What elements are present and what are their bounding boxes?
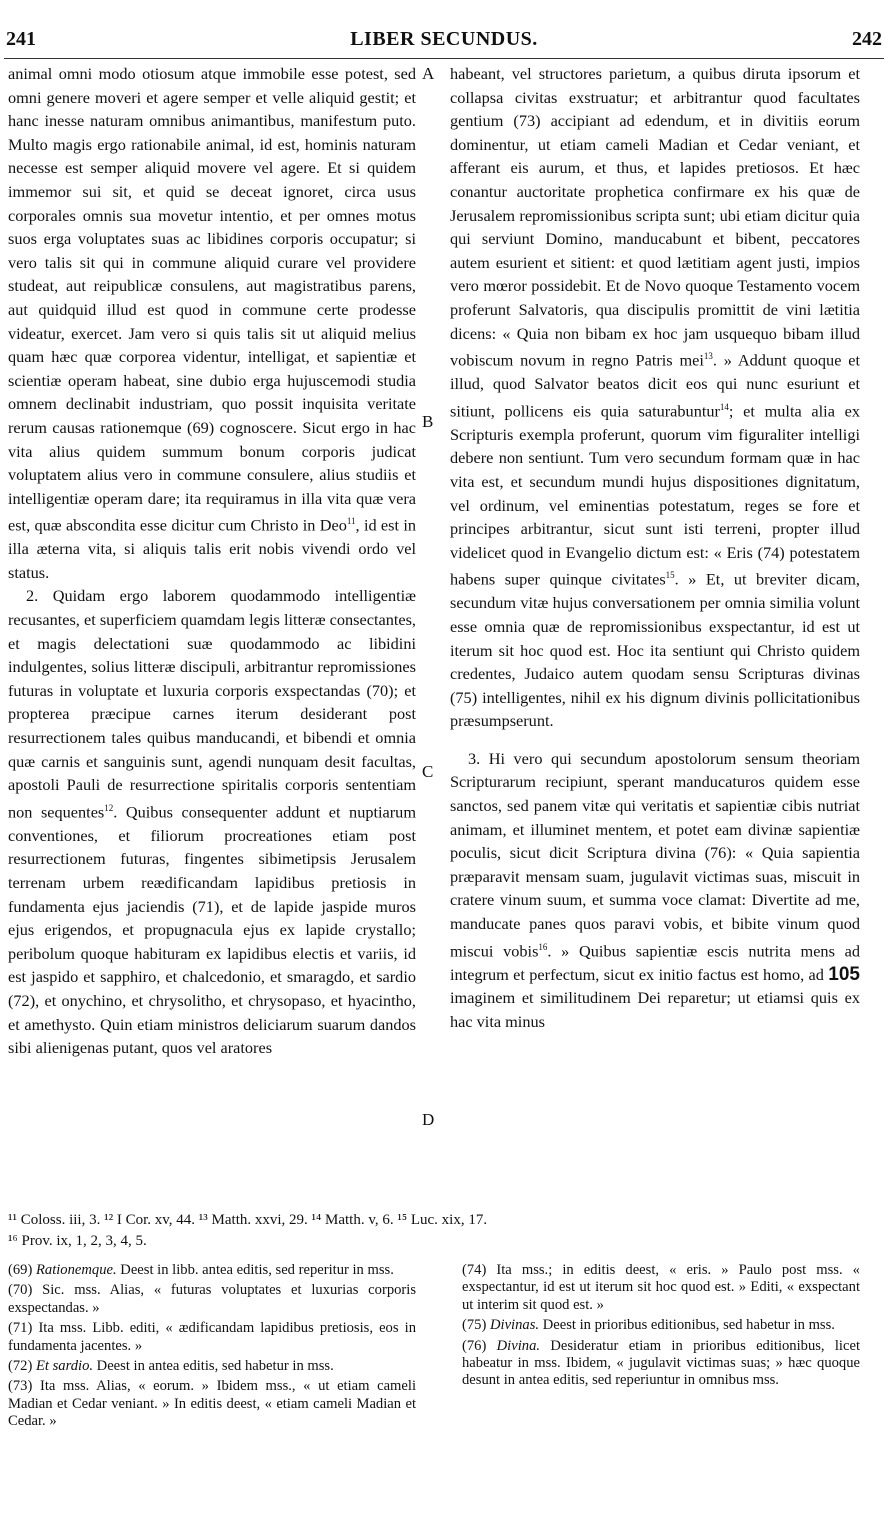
note-term: Divina. xyxy=(496,1337,541,1354)
margin-mark-a: A xyxy=(422,64,435,83)
note-71 xyxy=(8,1320,416,1355)
column-number-105: 105 xyxy=(828,963,860,985)
right-paragraph-2 xyxy=(450,747,860,1034)
note-number: (71) xyxy=(8,1320,33,1337)
editorial-notes-left xyxy=(8,1262,416,1434)
right-para1-end: . » Et, ut breviter dicam, secundum vitæ hujus conversationem per omnia similia volunt esse omnia quæ de repromissionibus exspectantur, id est ut iterum sit hoc quod est. Hoc ita sentiunt qui Christo quidem credentes, Judaico autem quodam sensu Scripturas divinas (75) intelligentes, nihil ex his dignum divinis pollicitationibus præsumpserunt. xyxy=(450,569,860,731)
footnote-ref: 12 xyxy=(104,802,114,813)
note-text: Ita mss. Alias, « eorum. » Ibidem mss., « ut etiam cameli Madian et Cedar veniant. » In editis deest, « etiam cameli Madian et Cedar. » xyxy=(8,1378,416,1430)
footnote-ref: 14 xyxy=(719,401,729,412)
right-column xyxy=(450,62,860,1033)
note-74 xyxy=(462,1262,860,1314)
note-number: (73) xyxy=(8,1378,33,1395)
footnote-ref: 11 xyxy=(346,516,356,527)
note-text: Sic. mss. Alias, « futuras voluptates et luxurias corporis exspectandas. » xyxy=(8,1282,417,1316)
running-header xyxy=(6,28,882,58)
note-number: (76) xyxy=(462,1337,487,1354)
note-text: Deest in antea editis, sed habetur in mss. xyxy=(93,1358,334,1375)
note-number: (74) xyxy=(462,1262,487,1278)
note-text: Deest in prioribus editionibus, sed habetur in mss. xyxy=(539,1317,835,1334)
footnote-ref: 15 xyxy=(665,570,675,581)
note-term: Rationemque. xyxy=(35,1262,117,1278)
margin-mark-b: B xyxy=(422,412,434,431)
left-para1-text: animal omni modo otiosum atque immobile esse potest, sed omni genere moveri et agere semper et velle aliquid gestit; et hanc inesse naturam omnibus animantibus, manifestum puto. Multo magis ergo rationabile animal, id est, hominis naturam necesse est semper aliquid movere vel agere. Et si quidem immemor sui sit, et quid se deceat ignoret, circa usus corporales omnis sua movetur intentio, et per omnes motus suos erga voluptates suas ac libidines corporis occupatur; si vero talis sit qui in commune aliquid curare vel providere studeat, aut reipublicæ consulens, aut magistratibus parens, aut quidquid illud est quod in commune certe prodesse videatur, exercet. Jam vero si quis talis sit ut aliquid melius quam hæc quæ corporea videntur, intelligat, et sapientiæ et scientiæ operam habeat, sine dubio erga hujuscemodi studia omnem declinabit industriam, quo possit inquisita veritate rerum causas rationemque (69) cognoscere. Sicut ergo in hac vita alius quidem summum bonum corporis judicat voluptatem alius vero in commune consulere, alius studiis et intelligentiæ operam dare; ita requiramus in illa vita quæ vera est, quæ abscondita esse dicitur cum Christo in Deo xyxy=(8,64,416,535)
note-76 xyxy=(462,1338,860,1390)
editorial-notes-right xyxy=(462,1262,860,1393)
note-number: (72) xyxy=(8,1358,33,1375)
note-term: Divinas. xyxy=(489,1317,540,1334)
left-paragraph-1 xyxy=(8,62,416,584)
right-para2-end: imaginem et similitudinem Dei reparetur; ut etiamsi quis ex hac vita minus xyxy=(450,988,860,1031)
right-paragraph-1 xyxy=(450,62,860,733)
page-number-right: 242 xyxy=(852,28,882,50)
note-69 xyxy=(8,1262,416,1279)
right-para1-text: habeant, vel structores parietum, a quibus diruta ipsorum et collapsa civitas exstruatur; et arbitrantur quod facultates gentium (73) accipiant ad edendum, et in divitiis eorum dominentur, ut etiam cameli Madian et Cedar veniant, et afferant eis aurum, et thus, et lapides pretiosos. Et hæc conantur auctoritate prophetica confirmare ex his quæ de Jerusalem repromissionibus scripta sunt; ubi etiam dicitur quia qui serviunt Domino, manducabunt et bibent, peccatores autem esurient et sitient: et quod lætitiam agent justi, impios vero mœror possidebit. Et de Novo quoque Testamento vocem proferunt Salvatoris, qua discipulis promittit de vini lætitia dicens: « Quia non bibam ex hoc jam usquequo bibam illud vobiscum novum in regno Patris mei xyxy=(450,64,860,370)
left-column xyxy=(8,62,416,1060)
note-text: Ita mss.; in editis deest, « eris. » Paulo post mss. « exspectantur, id est ut iterum sit hoc quod est. » Editi, « exspectant ut interim sit quod est. » xyxy=(462,1262,860,1313)
scripture-refs-line-1: ¹¹ Coloss. iii, 3. ¹² I Cor. xv, 44. ¹³ Matth. xxvi, 29. ¹⁴ Matth. v, 6. ¹⁵ Luc. xix, 17. xyxy=(8,1212,488,1228)
right-para1-mid2: ; et multa alia ex Scripturis exempla proferunt, quorum vim figuraliter intelligi debere non sentiunt. Tum vero secundum formam quæ in hac vita est, et secundum mundi hujus dispositiones dignitatum, vel ordinum, vel eminentias potestatum, reges se fore et principes arbitrantur, sicut sunt isti terreni, propter illud videlicet quod in Evangelio dictum est: « Eris (74) potestatem habens super quinque civitates xyxy=(450,401,860,589)
note-text: Deest in libb. antea editis, sed reperitur in mss. xyxy=(116,1262,394,1278)
note-text: Desideratur etiam in prioribus editionibus, licet habeatur in mss. Ibidem, « jugulavit victimas suas; » hæc quoque desunt in antea editis, sed reperiuntur in omnibus mss. xyxy=(462,1337,860,1389)
margin-mark-d: D xyxy=(422,1110,435,1129)
note-73 xyxy=(8,1378,416,1430)
note-72 xyxy=(8,1358,416,1375)
scripture-references xyxy=(8,1210,872,1252)
note-number: (70) xyxy=(8,1282,33,1299)
margin-mark-c: C xyxy=(422,762,434,781)
note-70 xyxy=(8,1282,416,1317)
right-para2-text: 3. Hi vero qui secundum apostolorum sensum theoriam Scripturarum recipiunt, sperant manducaturos quidem esse sanctos, sed panem vitæ qui veritatis et sapientiæ cibis nutriat animam, et illuminet mentem, et potet eam divinæ sapientiæ poculis, sicut dicit Scriptura divina (76): « Quia sapientia præparavit mensam suam, jugulavit victimas suas, miscuit in cratere vinum suum, et summa voce clamat: Divertite ad me, manducate panes quos paravi vobis, et bibite vinum quod miscui vobis xyxy=(450,748,860,961)
left-para1-end: , id est in illa æterna vita, si aliquis talis erit nobis vivendi ordo vel status. xyxy=(8,515,416,582)
scripture-refs-line-2: ¹⁶ Prov. ix, 1, 2, 3, 4, 5. xyxy=(8,1233,147,1249)
note-text: Ita mss. Libb. editi, « ædificandam lapidibus pretiosis, eos in fundamenta jacentes. » xyxy=(8,1320,416,1354)
left-paragraph-2 xyxy=(8,584,416,1059)
right-para2-mid: . » Quibus sapientiæ escis nutrita mens ad integrum et perfectum, sicut ex initio factus est homo, ad xyxy=(450,941,860,984)
header-rule xyxy=(4,58,884,59)
running-title: LIBER SECUNDUS. xyxy=(350,28,538,50)
note-number: (75) xyxy=(462,1317,487,1334)
footnote-ref: 16 xyxy=(538,941,548,952)
right-para1-mid: . » Addunt quoque et illud, quod Salvator beatos dicit eos qui nunc esuriunt et sitiunt, pollicens eis quia saturabuntur xyxy=(450,350,860,421)
page-number-left: 241 xyxy=(6,28,36,50)
note-term: Et sardio. xyxy=(35,1358,94,1375)
note-75 xyxy=(462,1317,860,1334)
left-para2-end: . Quibus consequenter addunt et nuptiarum conventiones, et filiorum procreationes etiam post resurrectionem futuras, fingentes sibimetipsis Jerusalem terrenam urbem reædificandam lapidibus pretiosis in fundamenta ejus jaciendis (71), et de lapide jaspide muros ejus erigendos, et propugnacula ejus ex lapide crystallo; peribolum quoque habituram ex lapidibus electis et variis, id est jaspido et sapphiro, et chalcedonio, et smaragdo, et sardio (72), et onychino, et chrysolitho, et chrysopaso, et hyacintho, et amethysto. Quin etiam ministros deliciarum suarum dandos sibi alienigenas putant, quos vel aratores xyxy=(8,802,416,1058)
left-para2-text: 2. Quidam ergo laborem quodammodo intelligentiæ recusantes, et superficiem quamdam legis litteræ consectantes, et magis delectationi suæ quodammodo ac libidini indulgentes, solius litteræ discipuli, arbitrantur repromissiones futuras in voluptate et luxuria corporis exspectandas (70); et propterea præcipue carnes iterum desiderant post resurrectionem tales quibus manducandi, et bibendi et omnia quæ carnis et sanguinis sunt, agendi nunquam desit facultas, apostoli Pauli de resurrectione spiritalis corporis sententiam non sequentes xyxy=(8,586,416,822)
note-number: (69) xyxy=(8,1262,33,1278)
footnote-ref: 13 xyxy=(703,351,713,362)
